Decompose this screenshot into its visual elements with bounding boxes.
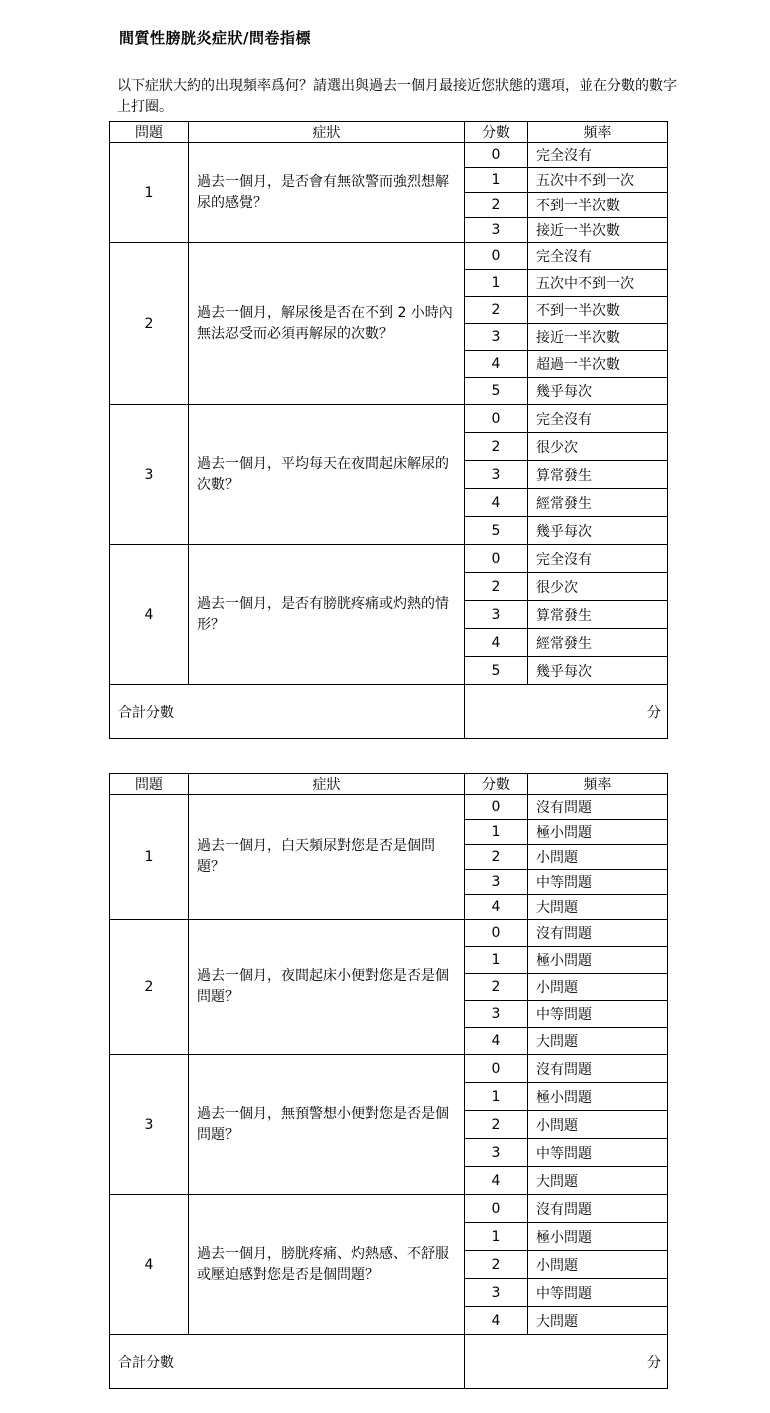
symptom-table bbox=[109, 121, 668, 739]
frequency-label: 很少次 bbox=[528, 433, 668, 461]
frequency-label: 完全沒有 bbox=[528, 405, 668, 433]
frequency-label: 沒有問題 bbox=[528, 1195, 668, 1223]
score-option[interactable]: 0 bbox=[465, 545, 528, 573]
header-symptom: 症狀 bbox=[189, 122, 465, 143]
score-option[interactable]: 3 bbox=[465, 218, 528, 243]
frequency-label: 不到一半次數 bbox=[528, 193, 668, 218]
frequency-label: 幾乎每次 bbox=[528, 378, 668, 405]
frequency-label: 小問題 bbox=[528, 1251, 668, 1279]
frequency-label: 五次中不到一次 bbox=[528, 270, 668, 297]
symptom-text: 過去一個月，解尿後是否在不到 2 小時內無法忍受而必須再解尿的次數？ bbox=[189, 243, 465, 405]
score-option[interactable]: 4 bbox=[465, 629, 528, 657]
score-option[interactable]: 4 bbox=[465, 1028, 528, 1055]
frequency-label: 不到一半次數 bbox=[528, 297, 668, 324]
score-option[interactable]: 3 bbox=[465, 1001, 528, 1028]
frequency-label: 中等問題 bbox=[528, 1001, 668, 1028]
frequency-label: 極小問題 bbox=[528, 947, 668, 974]
frequency-label: 超過一半次數 bbox=[528, 351, 668, 378]
score-option[interactable]: 3 bbox=[465, 601, 528, 629]
frequency-label: 小問題 bbox=[528, 845, 668, 870]
instructions: 以下症狀大約的出現頻率爲何？請選出與過去一個月最接近您狀態的選項，並在分數的數字上打圈。 bbox=[117, 78, 677, 115]
frequency-label: 算常發生 bbox=[528, 461, 668, 489]
total-score-field[interactable]: 分 bbox=[465, 685, 668, 739]
score-option[interactable]: 4 bbox=[465, 1307, 528, 1335]
table-row bbox=[110, 405, 668, 433]
table-row bbox=[110, 920, 668, 947]
score-option[interactable]: 0 bbox=[465, 405, 528, 433]
score-option[interactable]: 1 bbox=[465, 820, 528, 845]
symptom-text: 過去一個月，是否會有無欲警而強烈想解尿的感覺？ bbox=[189, 143, 465, 243]
score-option[interactable]: 1 bbox=[465, 1083, 528, 1111]
page-title: 間質性膀胱炎症狀/問卷指標 bbox=[119, 29, 311, 47]
frequency-label: 中等問題 bbox=[528, 1139, 668, 1167]
score-option[interactable]: 0 bbox=[465, 1195, 528, 1223]
score-option[interactable]: 3 bbox=[465, 324, 528, 351]
frequency-label: 幾乎每次 bbox=[528, 517, 668, 545]
table-row bbox=[110, 795, 668, 820]
table-header-row bbox=[110, 122, 668, 143]
frequency-label: 小問題 bbox=[528, 974, 668, 1001]
table-row bbox=[110, 1055, 668, 1083]
score-option[interactable]: 4 bbox=[465, 489, 528, 517]
score-option[interactable]: 1 bbox=[465, 168, 528, 193]
question-number: 1 bbox=[110, 795, 189, 920]
header-symptom: 症狀 bbox=[189, 774, 465, 795]
frequency-label: 大問題 bbox=[528, 895, 668, 920]
frequency-label: 接近一半次數 bbox=[528, 218, 668, 243]
frequency-label: 中等問題 bbox=[528, 870, 668, 895]
score-option[interactable]: 0 bbox=[465, 795, 528, 820]
total-score-label: 合計分數 bbox=[110, 685, 465, 739]
score-option[interactable]: 2 bbox=[465, 193, 528, 218]
frequency-label: 經常發生 bbox=[528, 629, 668, 657]
frequency-label: 完全沒有 bbox=[528, 545, 668, 573]
table-row bbox=[110, 143, 668, 168]
score-option[interactable]: 1 bbox=[465, 1223, 528, 1251]
frequency-label: 極小問題 bbox=[528, 820, 668, 845]
table-row bbox=[110, 243, 668, 270]
frequency-label: 中等問題 bbox=[528, 1279, 668, 1307]
frequency-label: 沒有問題 bbox=[528, 920, 668, 947]
header-question: 問題 bbox=[110, 774, 189, 795]
frequency-label: 大問題 bbox=[528, 1167, 668, 1195]
score-option[interactable]: 4 bbox=[465, 1167, 528, 1195]
frequency-label: 大問題 bbox=[528, 1307, 668, 1335]
question-number: 1 bbox=[110, 143, 189, 243]
symptom-text: 過去一個月，夜間起床小便對您是否是個問題？ bbox=[189, 920, 465, 1055]
score-option[interactable]: 3 bbox=[465, 1139, 528, 1167]
frequency-label: 經常發生 bbox=[528, 489, 668, 517]
score-option[interactable]: 4 bbox=[465, 895, 528, 920]
score-option[interactable]: 5 bbox=[465, 657, 528, 685]
score-option[interactable]: 2 bbox=[465, 573, 528, 601]
score-option[interactable]: 3 bbox=[465, 461, 528, 489]
table-row bbox=[110, 1195, 668, 1223]
total-score-field[interactable]: 分 bbox=[465, 1335, 668, 1389]
score-option[interactable]: 0 bbox=[465, 1055, 528, 1083]
score-option[interactable]: 5 bbox=[465, 378, 528, 405]
frequency-label: 沒有問題 bbox=[528, 1055, 668, 1083]
header-question: 問題 bbox=[110, 122, 189, 143]
problem-table bbox=[109, 773, 668, 1389]
question-number: 3 bbox=[110, 1055, 189, 1195]
question-number: 3 bbox=[110, 405, 189, 545]
score-option[interactable]: 2 bbox=[465, 1111, 528, 1139]
frequency-label: 完全沒有 bbox=[528, 243, 668, 270]
header-score: 分數 bbox=[465, 122, 528, 143]
header-frequency: 頻率 bbox=[528, 122, 668, 143]
total-score-label: 合計分數 bbox=[110, 1335, 465, 1389]
symptom-text: 過去一個月，膀胱疼痛、灼熱感、不舒服或壓迫感對您是否是個問題？ bbox=[189, 1195, 465, 1335]
score-option[interactable]: 4 bbox=[465, 351, 528, 378]
score-option[interactable]: 0 bbox=[465, 243, 528, 270]
score-option[interactable]: 3 bbox=[465, 870, 528, 895]
question-number: 4 bbox=[110, 545, 189, 685]
total-row bbox=[110, 1335, 668, 1389]
header-frequency: 頻率 bbox=[528, 774, 668, 795]
symptom-text: 過去一個月，平均每天在夜間起床解尿的次數？ bbox=[189, 405, 465, 545]
frequency-label: 五次中不到一次 bbox=[528, 168, 668, 193]
header-score: 分數 bbox=[465, 774, 528, 795]
score-option[interactable]: 0 bbox=[465, 143, 528, 168]
table-header-row bbox=[110, 774, 668, 795]
score-option[interactable]: 2 bbox=[465, 974, 528, 1001]
frequency-label: 幾乎每次 bbox=[528, 657, 668, 685]
score-option[interactable]: 0 bbox=[465, 920, 528, 947]
table-row bbox=[110, 545, 668, 573]
score-option[interactable]: 5 bbox=[465, 517, 528, 545]
total-row bbox=[110, 685, 668, 739]
score-option[interactable]: 2 bbox=[465, 433, 528, 461]
frequency-label: 完全沒有 bbox=[528, 143, 668, 168]
frequency-label: 大問題 bbox=[528, 1028, 668, 1055]
frequency-label: 很少次 bbox=[528, 573, 668, 601]
question-number: 2 bbox=[110, 243, 189, 405]
question-number: 2 bbox=[110, 920, 189, 1055]
score-option[interactable]: 2 bbox=[465, 845, 528, 870]
score-option[interactable]: 2 bbox=[465, 1251, 528, 1279]
symptom-text: 過去一個月，是否有膀胱疼痛或灼熱的情形？ bbox=[189, 545, 465, 685]
score-option[interactable]: 1 bbox=[465, 947, 528, 974]
frequency-label: 算常發生 bbox=[528, 601, 668, 629]
frequency-label: 接近一半次數 bbox=[528, 324, 668, 351]
frequency-label: 沒有問題 bbox=[528, 795, 668, 820]
frequency-label: 極小問題 bbox=[528, 1223, 668, 1251]
question-number: 4 bbox=[110, 1195, 189, 1335]
score-option[interactable]: 2 bbox=[465, 297, 528, 324]
frequency-label: 極小問題 bbox=[528, 1083, 668, 1111]
symptom-text: 過去一個月，無預警想小便對您是否是個問題？ bbox=[189, 1055, 465, 1195]
score-option[interactable]: 3 bbox=[465, 1279, 528, 1307]
frequency-label: 小問題 bbox=[528, 1111, 668, 1139]
symptom-text: 過去一個月，白天頻尿對您是否是個問題？ bbox=[189, 795, 465, 920]
score-option[interactable]: 1 bbox=[465, 270, 528, 297]
